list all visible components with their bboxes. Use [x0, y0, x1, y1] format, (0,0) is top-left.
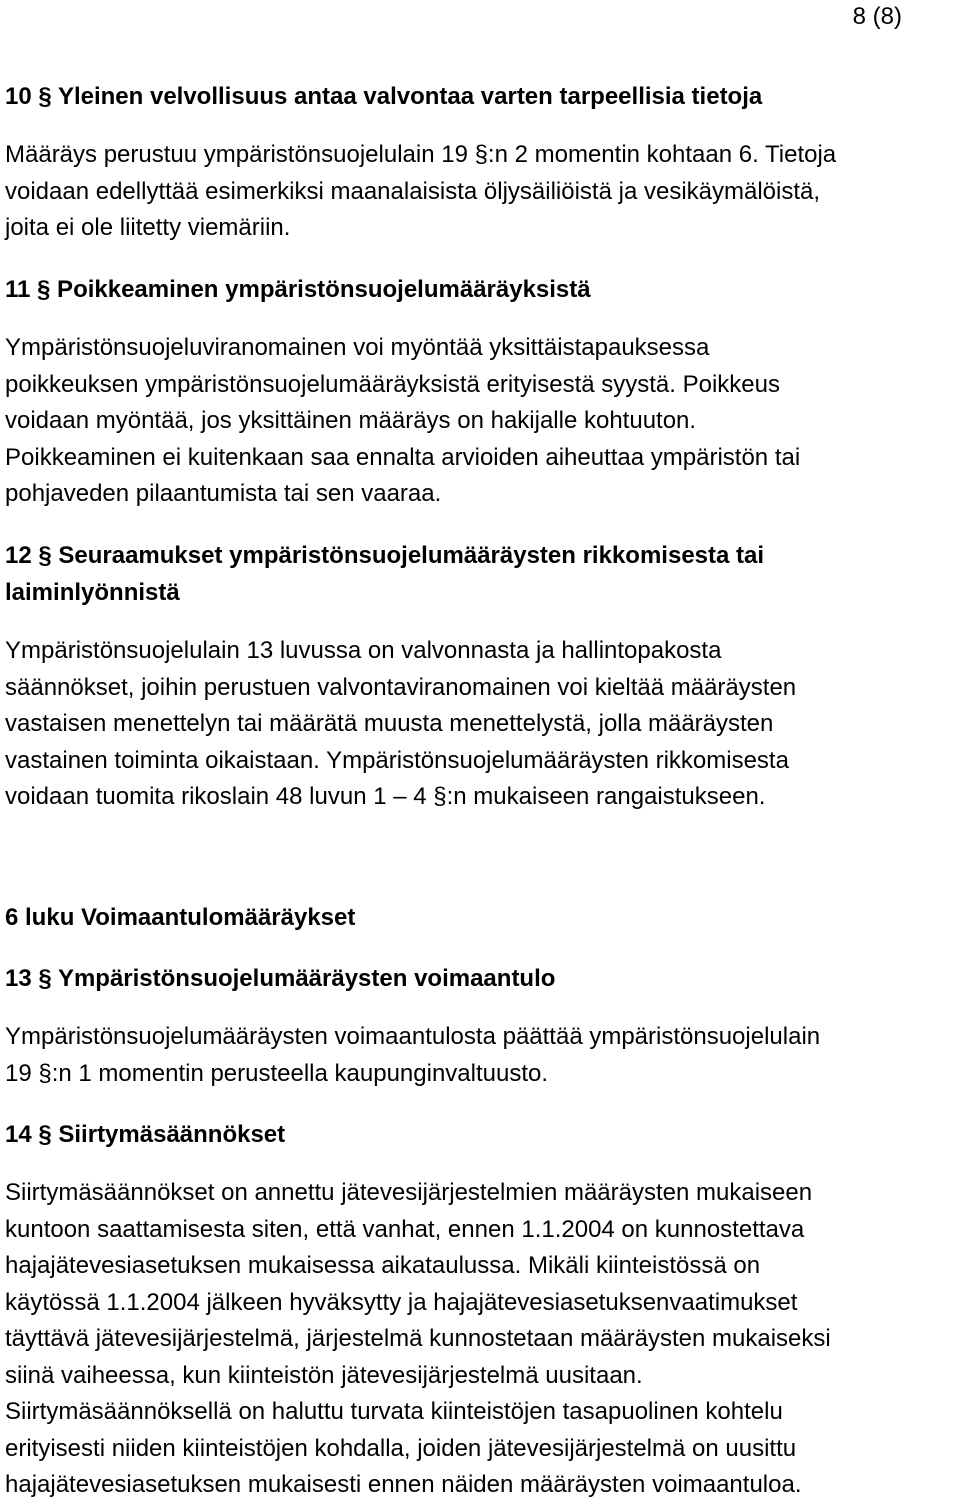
- section-11-line: pohjaveden pilaantumista tai sen vaaraa.: [5, 480, 442, 507]
- section-11-body: [5, 330, 950, 513]
- section-11-line: poikkeuksen ympäristönsuojelumääräyksistä erityisestä syystä. Poikkeus: [5, 370, 780, 398]
- section-12-line: voidaan tuomita rikoslain 48 luvun 1 – 4 §:n mukaiseen rangaistukseen.: [5, 783, 766, 810]
- section-13-line: 19 §:n 1 momentin perusteella kaupunginvaltuusto.: [5, 1059, 549, 1087]
- section-11-line: Ympäristönsuojeluviranomainen voi myöntää yksittäistapauksessa: [5, 334, 710, 361]
- section-10-body: [5, 137, 950, 247]
- section-13-body: [5, 1019, 950, 1092]
- section-14-line: käytössä 1.1.2004 jälkeen hyväksytty ja hajajätevesiasetuksenvaatimukset: [5, 1288, 798, 1316]
- section-12-heading-line: laiminlyönnistä: [5, 579, 180, 606]
- section-10-heading: 10 § Yleinen velvollisuus antaa valvontaa varten tarpeellisia tietoja: [5, 83, 763, 110]
- section-12-line: vastaisen menettelyn tai määrätä muusta menettelystä, jolla määräysten: [5, 710, 774, 737]
- section-12-line: Ympäristönsuojelulain 13 luvussa on valvonnasta ja hallintopakosta: [5, 637, 722, 664]
- section-13-heading: 13 § Ympäristönsuojelumääräysten voimaantulo: [5, 965, 556, 992]
- section-14-line: täyttävä jätevesijärjestelmä, järjestelmä kunnostetaan määräysten mukaiseksi: [5, 1325, 831, 1352]
- section-10-line: joita ei ole liitetty viemäriin.: [5, 214, 291, 241]
- page-number: 8 (8): [852, 3, 902, 30]
- section-11-heading: 11 § Poikkeaminen ympäristönsuojelumääräyksistä: [5, 276, 591, 303]
- section-10-line: voidaan edellyttää esimerkiksi maanalaisista öljysäiliöistä ja vesikäymälöistä,: [5, 177, 821, 205]
- section-14-line: siinä vaiheessa, kun kiinteistön jätevesijärjestelmä uusitaan.: [5, 1361, 643, 1389]
- section-10-line: Määräys perustuu ympäristönsuojelulain 19 §:n 2 momentin kohtaan 6. Tietoja: [5, 141, 837, 168]
- section-12-body: [5, 633, 950, 816]
- section-14-heading: 14 § Siirtymäsäännökset: [5, 1121, 286, 1148]
- section-12-heading-line: 12 § Seuraamukset ympäristönsuojelumääräysten rikkomisesta tai: [5, 542, 765, 569]
- chapter-6-heading: 6 luku Voimaantulomääräykset: [5, 904, 356, 931]
- section-14-line: hajajätevesiasetuksen mukaisesti ennen näiden määräysten voimaantuloa.: [5, 1471, 802, 1498]
- section-12-line: säännökset, joihin perustuen valvontaviranomainen voi kieltää määräysten: [5, 673, 797, 701]
- section-13-line: Ympäristönsuojelumääräysten voimaantulosta päättää ympäristönsuojelulain: [5, 1023, 821, 1050]
- section-12-line: vastainen toiminta oikaistaan. Ympäristönsuojelumääräysten rikkomisesta: [5, 746, 789, 774]
- section-11-line: Poikkeaminen ei kuitenkaan saa ennalta arvioiden aiheuttaa ympäristön tai: [5, 443, 801, 471]
- section-11-line: voidaan myöntää, jos yksittäinen määräys on hakijalle kohtuuton.: [5, 407, 697, 434]
- section-14-line: kuntoon saattamisesta siten, että vanhat, ennen 1.1.2004 on kunnostettava: [5, 1215, 805, 1243]
- section-14-line: hajajätevesiasetuksen mukaisessa aikataulussa. Mikäli kiinteistössä on: [5, 1252, 761, 1279]
- section-12-heading: [5, 537, 764, 611]
- section-14-line: Siirtymäsäännökset on annettu jätevesijärjestelmien määräysten mukaiseen: [5, 1179, 813, 1206]
- section-14-body: [5, 1175, 950, 1504]
- section-14-line: erityisesti niiden kiinteistöjen kohdalla, joiden jätevesijärjestelmä on uusittu: [5, 1434, 797, 1462]
- section-14-line: Siirtymäsäännöksellä on haluttu turvata kiinteistöjen tasapuolinen kohtelu: [5, 1398, 783, 1425]
